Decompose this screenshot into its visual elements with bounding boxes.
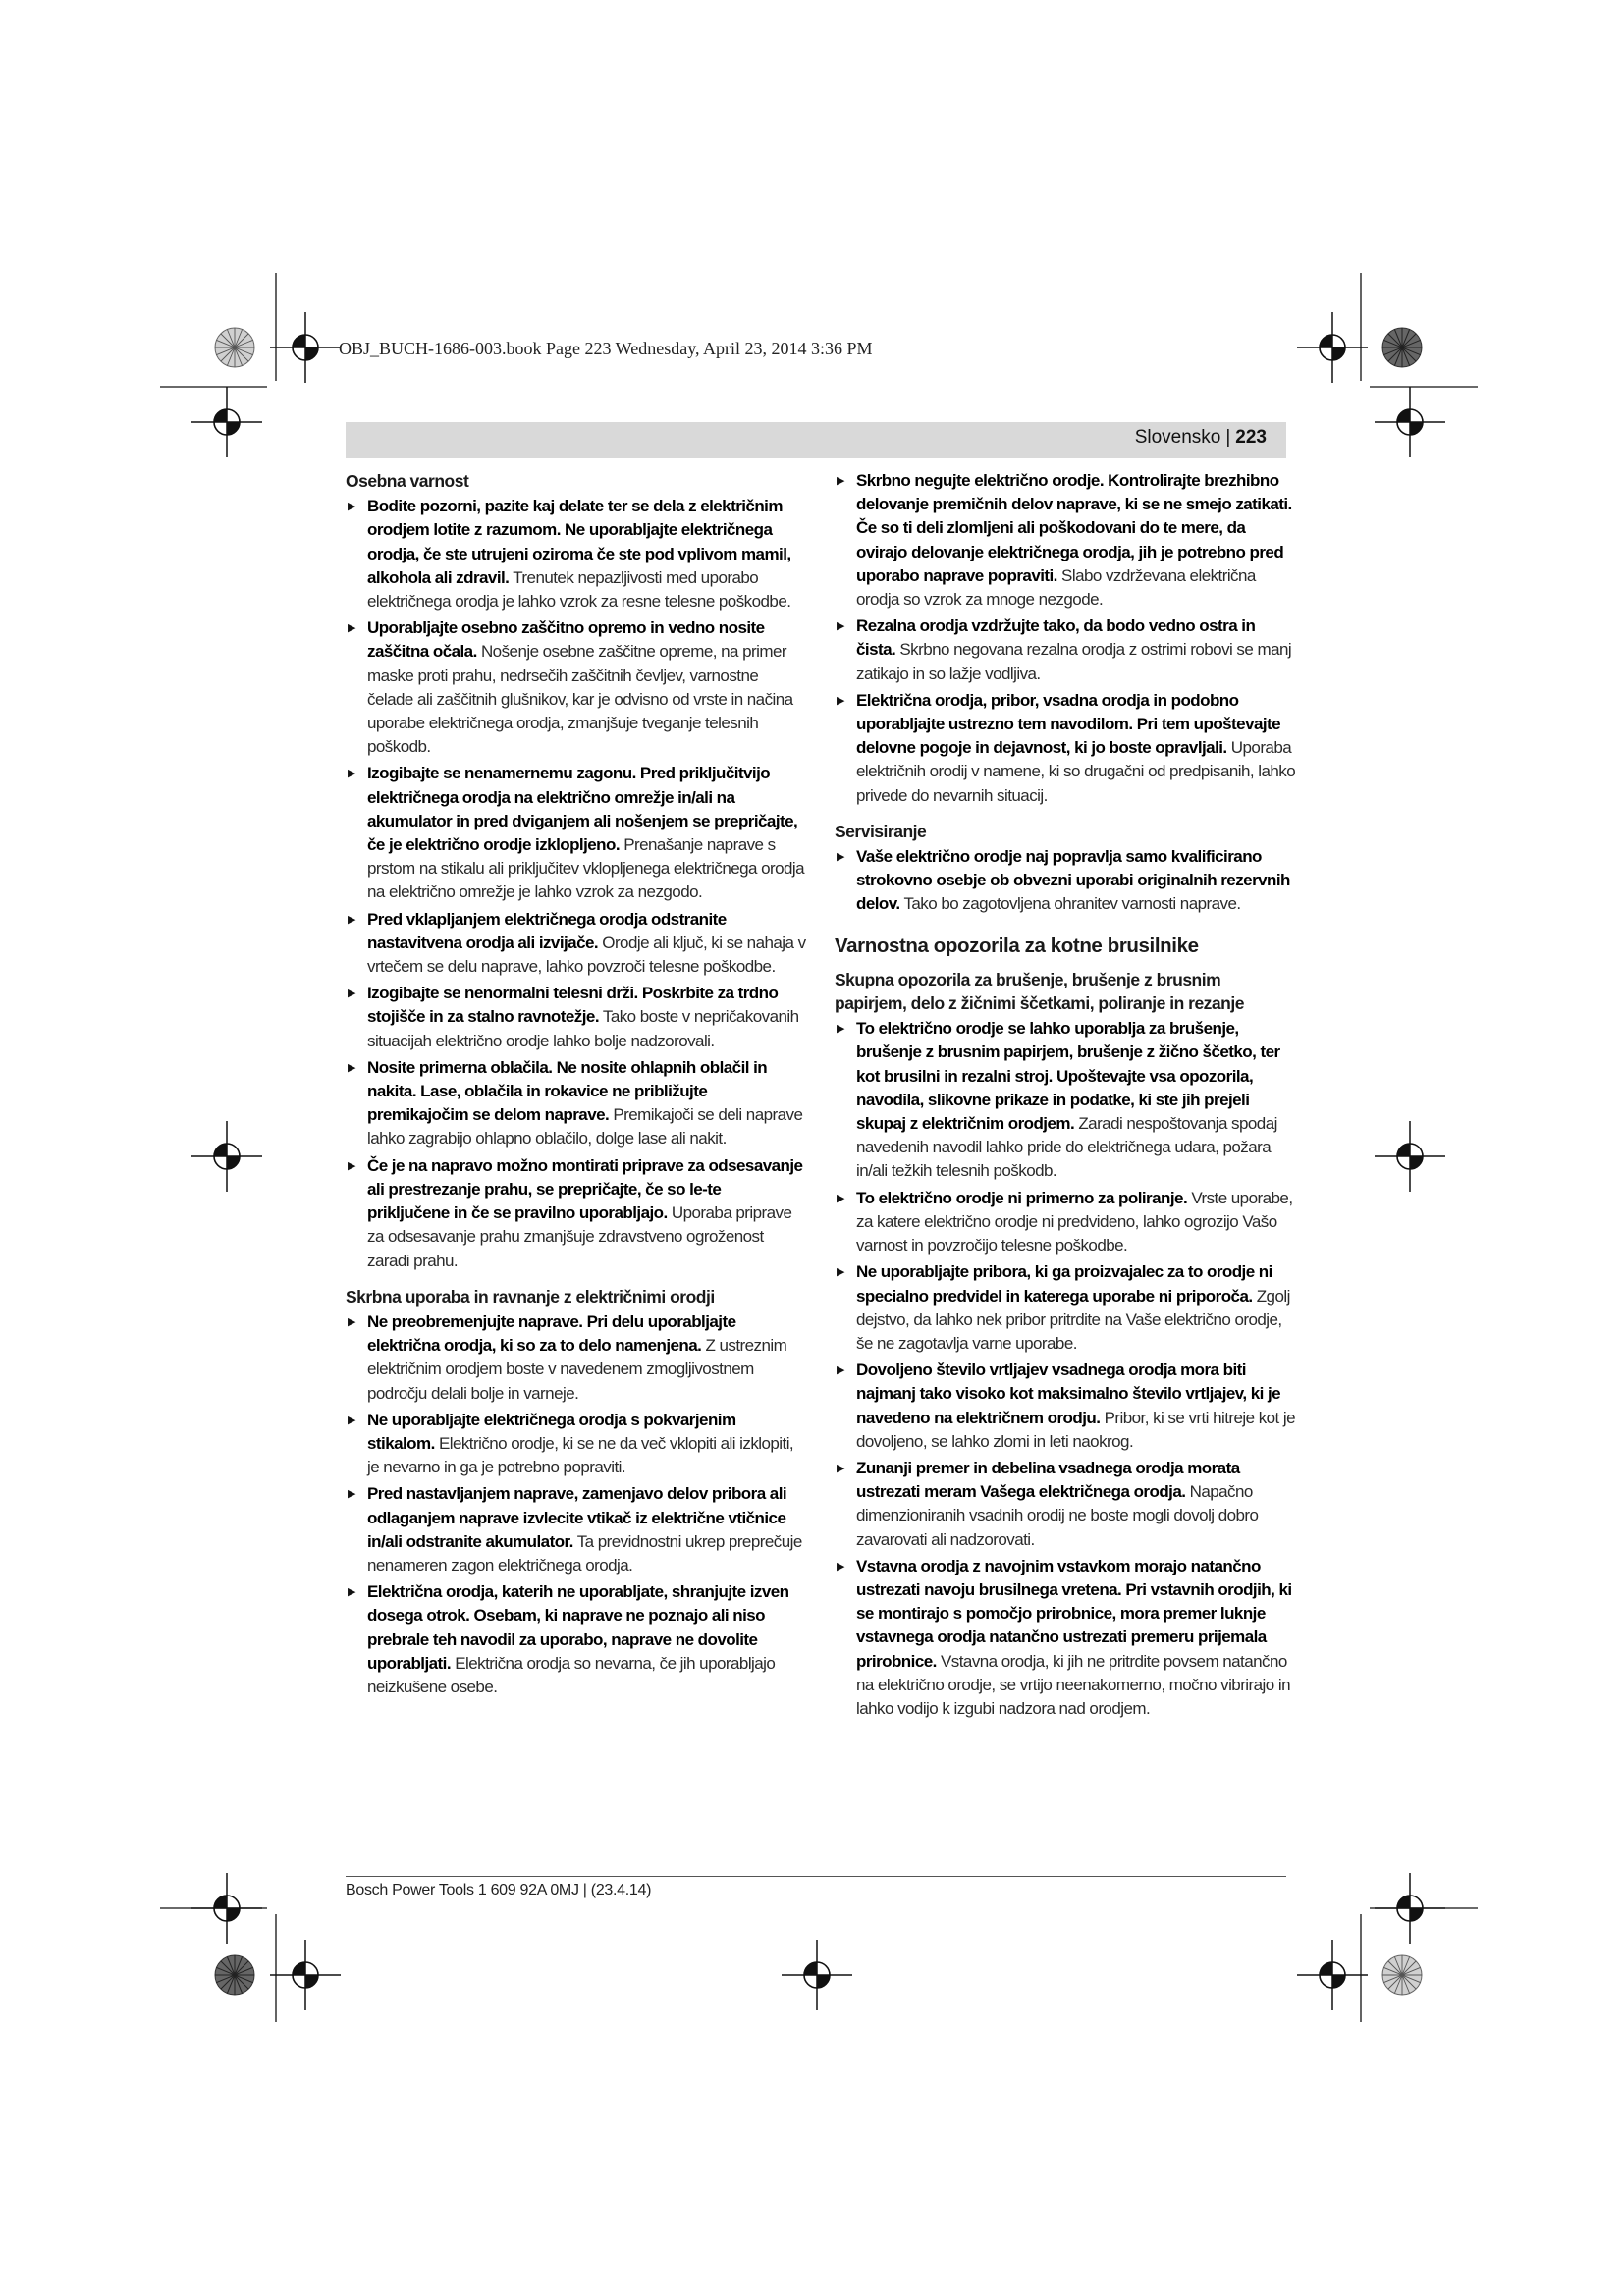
item-normal-text: Trenutek nepazljivosti med uporabo električnega orodja je lahko vzrok za resne telesne poškodbe. <box>367 567 791 612</box>
list-item <box>835 1260 1296 1356</box>
list-item <box>835 689 1296 808</box>
item-bold-text: Skrbno negujte električno orodje. Kontrolirajte brezhibno delovanje premičnih delov naprave, ki se ne smejo zatikati. Če so ti deli zlomljeni ali poškodovani do te mere, da ovirajo delovanje električnega orodja, jih je potrebno pred uporabo naprave popraviti. <box>856 471 1292 585</box>
section-title-personal-safety: Osebna varnost <box>346 471 469 491</box>
item-bold-text: Izogibajte se nenamernemu zagonu. Pred priključitvijo električnega orodja na električno omrežje in/ali na akumulator in pred dviganjem ali nošenjem se prepričajte, če je električno orodje izklopljeno. <box>367 764 798 855</box>
item-normal-text: Orodje ali ključ, ki se nahaja v vrtečem se delu naprave, lahko povzroči telesne poškodbe. <box>367 933 806 977</box>
item-bold-text: Vaše električno orodje naj popravlja samo kvalificirano strokovno osebje ob obvezni uporabi originalnih rezervnih delov. <box>856 847 1290 914</box>
item-bold-text: Če je na napravo možno montirati priprave za odsesavanje ali prestrezanje prahu, se prepričajte, če so le-te priključene in če se pravilno uporabljajo. <box>367 1155 803 1223</box>
item-normal-text: Električna orodja so nevarna, če jih uporabljajo neizkušene osebe. <box>367 1653 776 1696</box>
list-item <box>835 1555 1296 1721</box>
item-bold-text: Električna orodja, pribor, vsadna orodja in podobno uporabljajte ustrezno tem navodilom. Pri tem upoštevajte delovne pogoje in dejavnost, ki jo boste opravljali. <box>856 690 1281 758</box>
list-item <box>835 469 1296 612</box>
item-bold-text: To električno orodje se lahko uporablja za brušenje, brušenje z brusnim papirjem, brušenje z žično ščetko, ter kot brusilni in rezalni stroj. Upoštevajte vsa opozorila, navodila, slikovne prikaze in podatke, ki ste jih prejeli skupaj z električnim orodjem. <box>856 1019 1280 1134</box>
section-title-common-warnings: Skupna opozorila za brušenje, brušenje z brusnim papirjem, delo z žičnimi ščetkami, poliranje in rezanje <box>835 969 1244 1014</box>
item-bold-text: Ne preobremenjujte naprave. Pri delu uporabljajte električna orodja, ki so za to delo namenjena. <box>367 1311 736 1356</box>
item-bold-text: Izogibajte se nenormalni telesni drži. Poskrbite za trdno stojišče in za stalno ravnotežje. <box>367 984 779 1027</box>
common-warnings-list <box>835 1017 1296 1721</box>
item-normal-text: Skrbno negovana rezalna orodja z ostrimi robovi se manj zatikajo in so lažje vodljiva. <box>856 640 1292 683</box>
item-bold-text: Vstavna orodja z navojnim vstavkom morajo natančno ustrezati navoju brusilnega vretena. Pri vstavnih orodjih, ki se montirajo s pomočjo prirobnice, mora premer luknje vstavnega orodja natančno ustrezati premeru prijemala prirobnice. <box>856 1556 1292 1671</box>
item-bold-text: Pred vklapljanjem električnega orodja odstranite nastavitvena orodja ali izvijače. <box>367 909 727 952</box>
footer-rule <box>346 1876 1286 1877</box>
item-normal-text: Tako boste v nepričakovanih situacijah električno orodje lahko bolje nadzorovali. <box>367 1007 799 1050</box>
list-item <box>346 495 807 614</box>
list-item <box>835 614 1296 686</box>
list-item <box>346 908 807 980</box>
tool-care-list <box>835 469 1296 808</box>
item-normal-text: Premikajoči se deli naprave lahko zagrabijo ohlapno oblačilo, dolge lase ali nakit. <box>367 1105 803 1148</box>
item-normal-text: Tako bo zagotovljena ohranitev varnosti naprave. <box>903 894 1241 914</box>
list-item <box>835 845 1296 917</box>
header-separator: | <box>1225 427 1231 448</box>
left-column <box>346 469 807 1702</box>
personal-safety-list <box>346 495 807 1273</box>
service-list <box>835 845 1296 917</box>
item-normal-text: Pribor, ki se vrti hitreje kot je dovoljeno, se lahko zlomi in leti naokrog. <box>856 1408 1296 1451</box>
list-item <box>346 1580 807 1699</box>
tool-use-list <box>346 1310 807 1699</box>
item-normal-text: Vrste uporabe, za katere električno orodje ni predvideno, lahko ogrozijo Vašo varnost in povzročijo telesne poškodbe. <box>856 1188 1293 1255</box>
list-item <box>346 1310 807 1406</box>
item-normal-text: Uporaba priprave za odsesavanje prahu zmanjšuje zdravstveno ogroženost zaradi prahu. <box>367 1203 792 1270</box>
list-item <box>346 982 807 1053</box>
item-normal-text: Uporaba električnih orodij v namene, ki so drugačni od predpisanih, lahko privede do nevarnih situacij. <box>856 738 1296 805</box>
item-normal-text: Nošenje osebne zaščitne opreme, na primer maske proti prahu, nedrsečih zaščitnih čevljev, varnostne čelade ali zaščitnih glušnikov, kar je odvisno od vrste in načina uporabe električnega orodja, zmanjšuje tveganje telesnih poškodb. <box>367 642 793 757</box>
list-item <box>835 1017 1296 1183</box>
item-normal-text: Zaradi nespoštovanja spodaj navedenih navodil lahko pride do električnega udara, požara in/ali težkih telesnih poškodb. <box>856 1114 1277 1181</box>
item-normal-text: Zgolj dejstvo, da lahko nek pribor pritrdite na Vaše električno orodje, še ne zagotavlja varne uporabe. <box>856 1286 1290 1353</box>
item-bold-text: Uporabljajte osebno zaščitno opremo in vedno nosite zaščitna očala. <box>367 618 765 662</box>
book-file-line: OBJ_BUCH-1686-003.book Page 223 Wednesday, April 23, 2014 3:36 PM <box>339 339 873 358</box>
item-normal-text: Napačno dimenzioniranih vsadnih orodij ne boste mogli dovolj dobro zavarovati ali nadzorovati. <box>856 1482 1259 1549</box>
item-bold-text: To električno orodje ni primerno za poliranje. <box>856 1188 1188 1207</box>
header-language: Slovensko <box>1134 427 1221 448</box>
list-item <box>346 762 807 904</box>
footer-text: Bosch Power Tools 1 609 92A 0MJ | (23.4.14) <box>346 1882 652 1898</box>
item-bold-text: Ne uporabljajte električnega orodja s pokvarjenim stikalom. <box>367 1410 736 1453</box>
item-bold-text: Električna orodja, katerih ne uporabljate, shranjujte izven dosega otrok. Osebam, ki naprave ne poznajo ali niso prebrale teh navodil za uporabo, naprave ne dovolite uporabljati. <box>367 1582 789 1673</box>
page-header-title <box>1135 427 1267 449</box>
item-bold-text: Rezalna orodja vzdržujte tako, da bodo vedno ostra in čista. <box>856 616 1256 660</box>
heading-angle-grinder-warnings: Varnostna opozorila za kotne brusilnike <box>835 934 1199 957</box>
section-title-tool-use: Skrbna uporaba in ravnanje z električnimi orodji <box>346 1286 715 1307</box>
item-normal-text: Vstavna orodja, ki jih ne pritrdite povsem natančno na električno orodje, se vrtijo neenakomerno, močno vibrirajo in lahko vodijo k izgubi nadzora nad orodjem. <box>856 1651 1290 1718</box>
list-item <box>346 1056 807 1151</box>
item-normal-text: Prenašanje naprave s prstom na stikalu ali priključitev vklopljenega električnega orodja na električno omrežje je lahko vzrok za nezgodo. <box>367 835 805 902</box>
header-page-number: 223 <box>1235 427 1267 448</box>
page-header-band <box>346 422 1286 458</box>
section-title-service: Servisiranje <box>835 821 927 841</box>
item-bold-text: Ne uporabljajte pribora, ki ga proizvajalec za to orodje ni specialno predvidel in katerega uporabe ni priporoča. <box>856 1262 1272 1306</box>
list-item <box>346 616 807 759</box>
item-normal-text: Električno orodje, ki se ne da več vklopiti ali izklopiti, je nevarno in ga je potrebno popraviti. <box>367 1433 794 1477</box>
item-normal-text: Ta previdnostni ukrep preprečuje nenameren zagon električnega orodja. <box>367 1531 802 1575</box>
right-column <box>835 469 1296 1724</box>
list-item <box>835 1359 1296 1454</box>
list-item <box>835 1187 1296 1258</box>
list-item <box>346 1409 807 1480</box>
item-normal-text: Z ustreznim električnim orodjem boste v navedenem zmogljivostnem področju delali bolje in varneje. <box>367 1336 787 1403</box>
list-item <box>346 1482 807 1577</box>
list-item <box>835 1457 1296 1552</box>
item-bold-text: Nosite primerna oblačila. Ne nosite ohlapnih oblačil in nakita. Lase, oblačila in rokavice ne približujte premikajočim se delom naprave. <box>367 1057 768 1125</box>
item-bold-text: Pred nastavljanjem naprave, zamenjavo delov pribora ali odlaganjem naprave izvlecite vtikač iz električne vtičnice in/ali odstranite akumulator. <box>367 1484 787 1551</box>
item-bold-text: Zunanji premer in debelina vsadnega orodja morata ustrezati meram Vašega električnega orodja. <box>856 1458 1240 1502</box>
list-item <box>346 1154 807 1273</box>
item-bold-text: Dovoljeno število vrtljajev vsadnega orodja mora biti najmanj tako visoko kot maksimalno število vrtljajev, ki je navedeno na električnem orodju. <box>856 1361 1281 1427</box>
item-bold-text: Bodite pozorni, pazite kaj delate ter se dela z električnim orodjem lotite z razumom. Ne uporabljajte električnega orodja, če ste utrujeni oziroma če ste pod vplivom mamil, alkohola ali zdravil. <box>367 497 791 587</box>
item-normal-text: Slabo vzdrževana električna orodja so vzrok za mnoge nezgode. <box>856 565 1256 610</box>
